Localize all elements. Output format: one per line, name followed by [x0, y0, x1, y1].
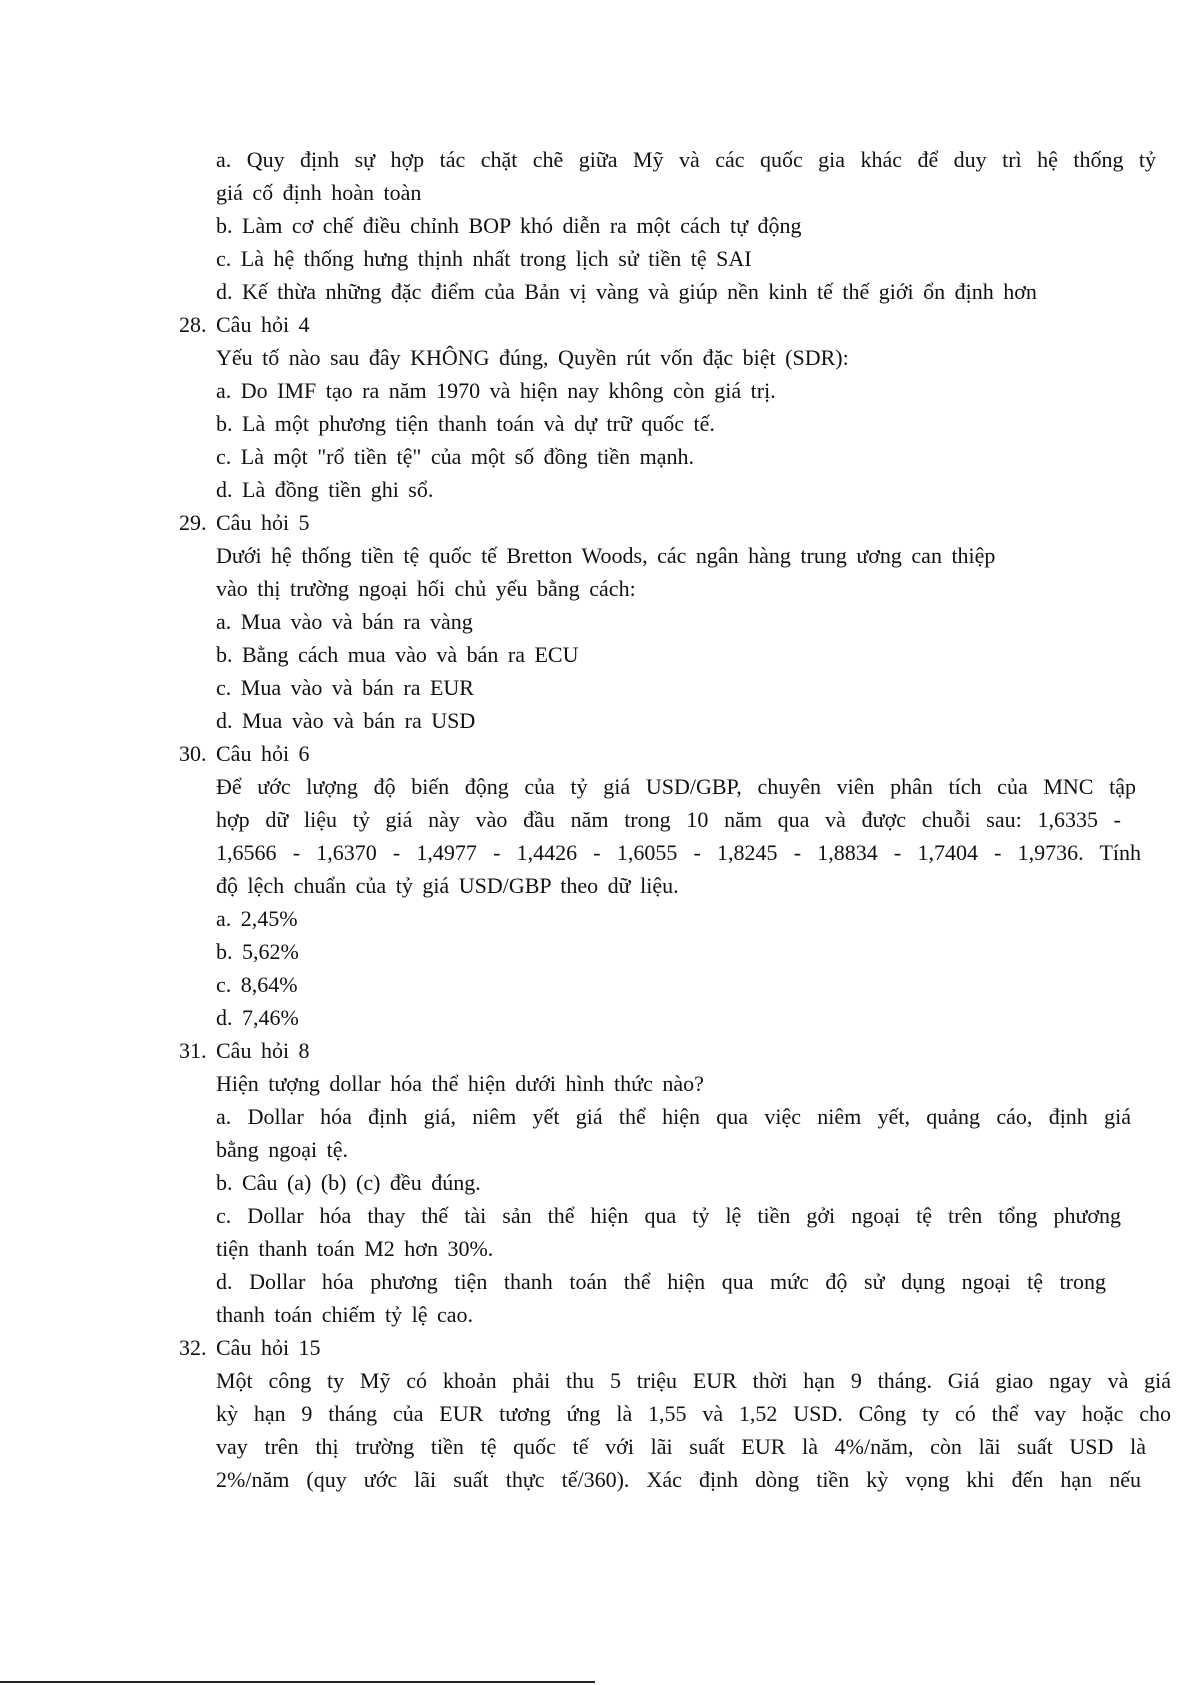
question-28-text: Yếu tố nào sau đây KHÔNG đúng, Quyền rút vốn đặc biệt (SDR):: [216, 345, 849, 370]
q30-option-c: c. 8,64%: [216, 972, 298, 997]
question-30-heading: 30. Câu hỏi 6: [179, 741, 310, 766]
question-31-heading: 31. Câu hỏi 8: [179, 1038, 310, 1063]
question-32-text-line-3: vay trên thị trường tiền tệ quốc tế với lãi suất EUR là 4%/năm, còn lãi suất USD là: [216, 1434, 1146, 1459]
q31-option-c-line-1: c. Dollar hóa thay thế tài sản thể hiện qua tỷ lệ tiền gởi ngoại tệ trên tổng phương: [216, 1203, 1121, 1228]
question-32-text-line-1: Một công ty Mỹ có khoản phải thu 5 triệu EUR thời hạn 9 tháng. Giá giao ngay và giá: [216, 1368, 1171, 1393]
q31-option-a-line-2: bằng ngoại tệ.: [216, 1137, 349, 1162]
q27-option-b: b. Làm cơ chế điều chỉnh BOP khó diễn ra một cách tự động: [216, 213, 802, 238]
question-30-text-line-1: Để ước lượng độ biến động của tỷ giá USD/GBP, chuyên viên phân tích của MNC tập: [216, 774, 1136, 799]
q28-option-a: a. Do IMF tạo ra năm 1970 và hiện nay không còn giá trị.: [216, 378, 776, 403]
question-28-heading: 28. Câu hỏi 4: [179, 312, 310, 337]
question-32-text-line-4: 2%/năm (quy ước lãi suất thực tế/360). Xác định dòng tiền kỳ vọng khi đến hạn nếu: [216, 1467, 1141, 1492]
q31-option-c-line-2: tiện thanh toán M2 hơn 30%.: [216, 1236, 494, 1261]
q29-option-b: b. Bằng cách mua vào và bán ra ECU: [216, 642, 579, 667]
q31-option-a-line-1: a. Dollar hóa định giá, niêm yết giá thể hiện qua việc niêm yết, quảng cáo, định giá: [216, 1104, 1131, 1129]
question-29-text-line-1: Dưới hệ thống tiền tệ quốc tế Bretton Woods, các ngân hàng trung ương can thiệp: [216, 543, 996, 568]
q30-option-a: a. 2,45%: [216, 906, 298, 931]
q29-option-d: d. Mua vào và bán ra USD: [216, 708, 476, 733]
question-30-text-line-3: 1,6566 - 1,6370 - 1,4977 - 1,4426 - 1,6055 - 1,8245 - 1,8834 - 1,7404 - 1,9736. Tính: [216, 840, 1141, 865]
q28-option-c: c. Là một "rổ tiền tệ" của một số đồng tiền mạnh.: [216, 444, 695, 469]
q27-option-a-line-1: a. Quy định sự hợp tác chặt chẽ giữa Mỹ và các quốc gia khác để duy trì hệ thống tỷ: [216, 147, 1156, 172]
q27-option-d: d. Kế thừa những đặc điểm của Bản vị vàng và giúp nền kinh tế thế giới ổn định hơn: [216, 279, 1037, 304]
q30-option-b: b. 5,62%: [216, 939, 299, 964]
q27-option-a-line-2: giá cố định hoàn toàn: [216, 180, 422, 205]
q28-option-b: b. Là một phương tiện thanh toán và dự trữ quốc tế.: [216, 411, 715, 436]
question-32-text-line-2: kỳ hạn 9 tháng của EUR tương ứng là 1,55 và 1,52 USD. Công ty có thể vay hoặc cho: [216, 1401, 1171, 1426]
question-29-heading: 29. Câu hỏi 5: [179, 510, 310, 535]
question-29-text-line-2: vào thị trường ngoại hối chủ yếu bằng cách:: [216, 576, 636, 601]
question-30-text-line-2: hợp dữ liệu tỷ giá này vào đầu năm trong 10 năm qua và được chuỗi sau: 1,6335 -: [216, 807, 1121, 832]
question-31-text: Hiện tượng dollar hóa thể hiện dưới hình thức nào?: [216, 1071, 704, 1096]
q30-option-d: d. 7,46%: [216, 1005, 299, 1030]
question-32-heading: 32. Câu hỏi 15: [179, 1335, 321, 1360]
q29-option-a: a. Mua vào và bán ra vàng: [216, 609, 473, 634]
q31-option-d-line-2: thanh toán chiếm tỷ lệ cao.: [216, 1302, 474, 1327]
q28-option-d: d. Là đồng tiền ghi sổ.: [216, 477, 434, 502]
question-30-text-line-4: độ lệch chuẩn của tỷ giá USD/GBP theo dữ liệu.: [216, 873, 679, 898]
q31-option-d-line-1: d. Dollar hóa phương tiện thanh toán thể hiện qua mức độ sử dụng ngoại tệ trong: [216, 1269, 1106, 1294]
q27-option-c: c. Là hệ thống hưng thịnh nhất trong lịch sử tiền tệ SAI: [216, 246, 752, 271]
q29-option-c: c. Mua vào và bán ra EUR: [216, 675, 474, 700]
page-bottom-rule: [0, 1681, 595, 1683]
q31-option-b: b. Câu (a) (b) (c) đều đúng.: [216, 1170, 481, 1195]
